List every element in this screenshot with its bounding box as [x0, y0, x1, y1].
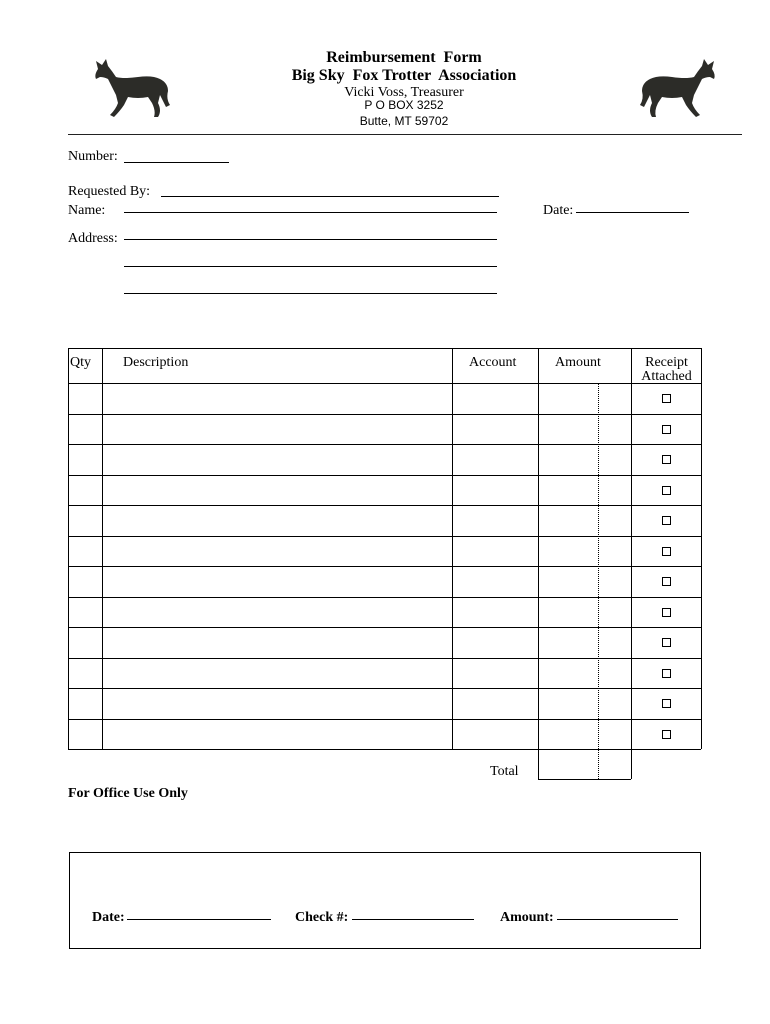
- total-box-left: [538, 749, 539, 779]
- table-row[interactable]: [69, 720, 701, 749]
- table-row[interactable]: [69, 598, 701, 627]
- total-box-bottom: [538, 779, 631, 780]
- address-field-3[interactable]: [124, 293, 497, 294]
- office-amount-label: Amount:: [500, 910, 554, 925]
- office-check-label: Check #:: [295, 910, 349, 925]
- table-row[interactable]: [69, 628, 701, 657]
- address-label: Address:: [68, 231, 118, 246]
- table-column-border: [701, 348, 702, 749]
- name-field[interactable]: [124, 212, 497, 213]
- address-field-1[interactable]: [124, 239, 497, 240]
- table-row[interactable]: [69, 384, 701, 413]
- col-amount-header: Amount: [555, 355, 601, 370]
- table-row[interactable]: [69, 567, 701, 596]
- table-row[interactable]: [69, 689, 701, 718]
- number-field[interactable]: [124, 162, 229, 163]
- office-amount-field[interactable]: [557, 919, 678, 920]
- office-check-field[interactable]: [352, 919, 474, 920]
- requested-by-field[interactable]: [161, 196, 499, 197]
- office-use-box: [69, 852, 701, 949]
- date-field[interactable]: [576, 212, 689, 213]
- name-label: Name:: [68, 203, 106, 218]
- treasurer-name: Vicki Voss, Treasurer: [344, 85, 464, 100]
- form-title: Reimbursement Form: [326, 49, 482, 66]
- address-field-2[interactable]: [124, 266, 497, 267]
- org-name: Big Sky Fox Trotter Association: [291, 67, 517, 84]
- number-label: Number:: [68, 149, 118, 164]
- table-row-border: [68, 749, 701, 750]
- table-row[interactable]: [69, 445, 701, 474]
- office-date-field[interactable]: [127, 919, 271, 920]
- table-row[interactable]: [69, 476, 701, 505]
- date-label: Date:: [543, 203, 574, 218]
- requested-by-label: Requested By:: [68, 184, 151, 199]
- office-date-label: Date:: [92, 910, 125, 925]
- col-qty-header: Qty: [70, 355, 91, 370]
- table-row[interactable]: [69, 537, 701, 566]
- office-use-heading: For Office Use Only: [68, 786, 188, 801]
- col-account-header: Account: [469, 355, 517, 370]
- total-label: Total: [490, 764, 519, 779]
- horse-logo-left: [92, 55, 174, 121]
- header-rule: [68, 134, 742, 135]
- col-receipt-header-1: Receipt: [645, 355, 688, 370]
- table-row[interactable]: [69, 659, 701, 688]
- col-description-header: Description: [123, 355, 189, 370]
- po-box: P O BOX 3252: [364, 98, 444, 112]
- city-state: Butte, MT 59702: [359, 114, 449, 128]
- table-row[interactable]: [69, 415, 701, 444]
- table-top-border: [68, 348, 701, 349]
- table-row[interactable]: [69, 506, 701, 535]
- horse-logo-right: [636, 55, 718, 121]
- col-receipt-header-2: Attached: [641, 369, 692, 384]
